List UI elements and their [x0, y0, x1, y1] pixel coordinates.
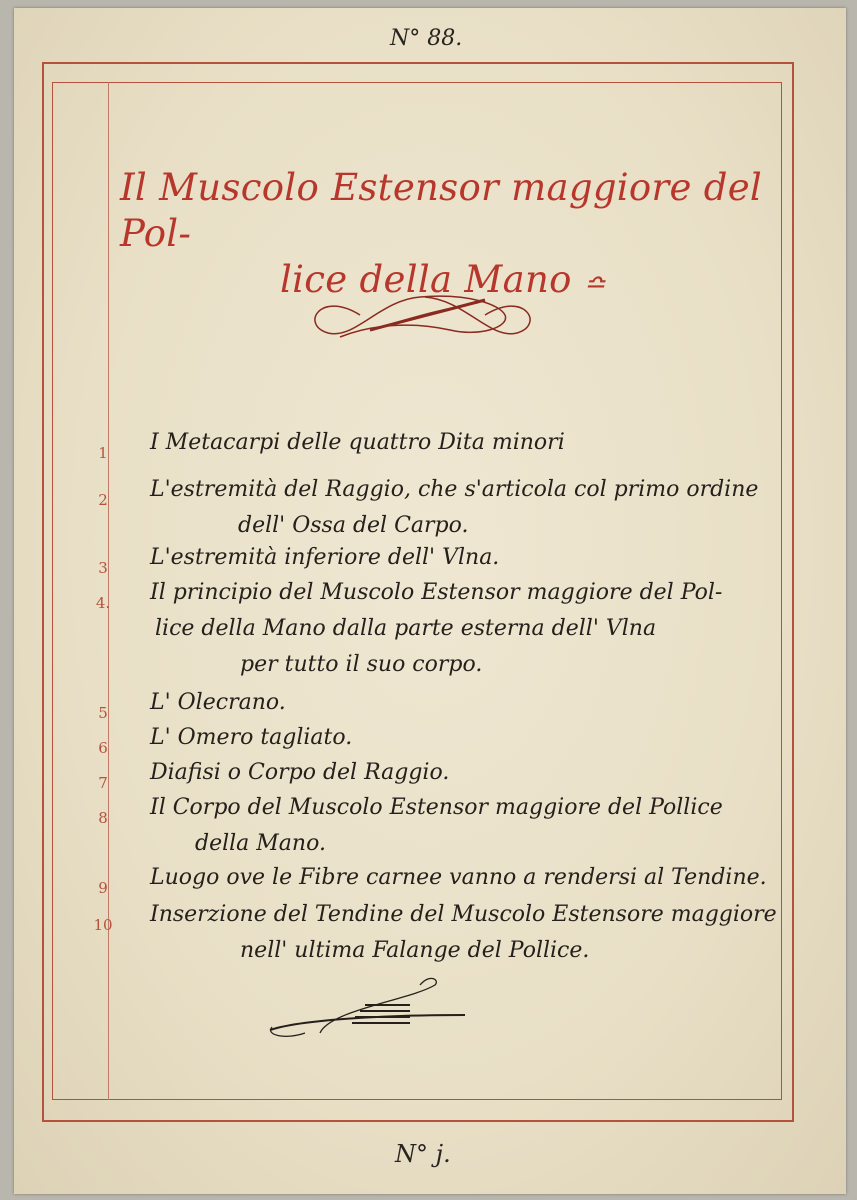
legend-number: 3 [98, 559, 108, 577]
legend-item-text: Inserzione del Tendine del Muscolo Estensore maggiore [150, 902, 777, 927]
legend-item-text: Diafisi o Corpo del Raggio. [150, 760, 450, 785]
legend-item-text: L' Omero tagliato. [150, 725, 353, 750]
title-line-2-text: lice della Mano [280, 258, 572, 301]
signature-mark: N° j. [395, 1140, 451, 1168]
legend-number: 1 [98, 444, 108, 462]
legend-item-continuation: della Mano. [195, 831, 326, 856]
legend-number: 8 [98, 809, 108, 827]
legend-number: 10 [93, 916, 113, 934]
title-end-flourish-icon: ≏ [583, 269, 606, 299]
legend-number: 7 [98, 774, 108, 792]
legend-item-text: L'estremità inferiore dell' Vlna. [150, 545, 500, 570]
legend-item-text: I Metacarpi delle quattro Dita minori [150, 430, 565, 455]
legend-item-text: L' Olecrano. [150, 690, 286, 715]
page-number: N° 88. [390, 26, 463, 51]
legend-number: 2 [98, 491, 108, 509]
legend-item-continuation: lice della Mano dalla parte esterna dell' Vlna [155, 616, 657, 641]
legend-number: 4. [95, 594, 111, 612]
legend-item-text: Il principio del Muscolo Estensor maggiore del Pol- [150, 580, 723, 605]
legend-item-continuation: per tutto il suo corpo. [240, 652, 483, 677]
legend-item-continuation: nell' ultima Falange del Pollice. [240, 938, 590, 963]
closing-flourish-icon [260, 975, 480, 1045]
legend-item-text: Il Corpo del Muscolo Estensor maggiore del Pollice [150, 795, 723, 820]
legend-number: 9 [98, 879, 108, 897]
legend-item-text: Luogo ove le Fibre carnee vanno a rendersi al Tendine. [150, 865, 767, 890]
legend-number: 6 [98, 739, 108, 757]
legend-number: 5 [98, 704, 108, 722]
legend-item-text: L'estremità del Raggio, che s'articola col primo ordine [150, 477, 759, 502]
title-line-1: Il Muscolo Estensor maggiore del Pol- [120, 166, 763, 255]
legend-item-continuation: dell' Ossa del Carpo. [238, 513, 469, 538]
